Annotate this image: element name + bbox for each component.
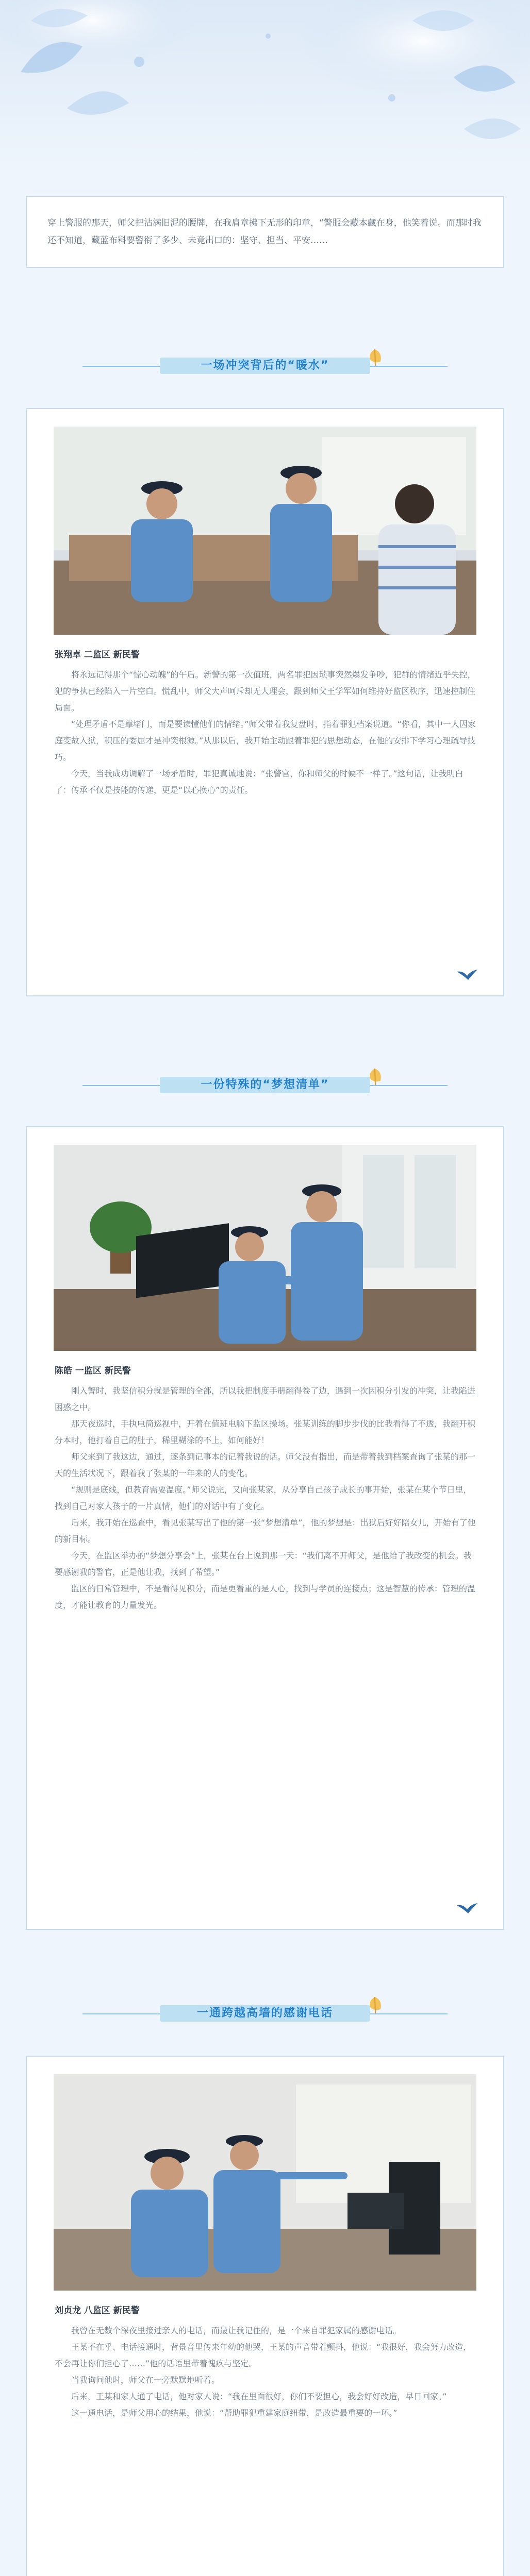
section-title-text: 一份特殊的“梦想清单”	[201, 1078, 329, 1091]
paragraph: 我曾在无数个深夜里接过亲人的电话，而最让我记住的，是一个来自罪犯家属的感谢电话。	[71, 2326, 402, 2335]
photo-computer-scene	[54, 1145, 476, 1351]
photo-computer-room-scene	[54, 2074, 476, 2291]
paragraph: 王某不在乎、电话接通时，背景音里传来年幼的他哭，王某的声音带着颤抖，他说：“我很好，我会努力改造，不会再让你们担心了……”他的话语里带着愧疚与坚定。	[55, 2342, 472, 2368]
section-title-2	[0, 1070, 530, 1100]
paragraph: 当我询问他时，师父在一旁默默地听着。	[71, 2375, 220, 2385]
section-title-1	[0, 350, 530, 381]
section-card-3	[26, 2056, 504, 2576]
section-title-text: 一通跨越高墙的感谢电话	[196, 2007, 333, 2020]
paragraph: 师父来到了我这边，通过，逐条到记事本的记着我说的话。师父没有指出，而是带着我到档案查询了张某的那一天的生活状况下，跟着我了张某的一年来的人的变化。	[55, 1452, 476, 1478]
intro-box	[26, 196, 504, 268]
leaf-icon	[365, 347, 385, 368]
paragraph: 后来，王某和家人通了电话，他对家人说：“我在里面很好，你们不要担心，我会好好改造，早日回家。”	[71, 2392, 447, 2401]
paragraph: 将永远记得那个“惊心动魄”的午后。新警的第一次值班，两名罪犯因琐事突然爆发争吵，犯群的情绪近乎失控，犯的争执已经陷入一片空白。慌乱中，师父大声呵斥却无人理会，跟到师父王学军如何维持好监区秩序，迅速控制住局面。	[55, 670, 476, 713]
paragraph: 这一通电话，是师父用心的结果，他说：“帮助罪犯重建家庭纽带，是改造最重要的一环。”	[71, 2408, 397, 2418]
header-banner	[0, 0, 530, 170]
section-author-1: 张翔卓 二监区 新民警	[55, 650, 140, 660]
bird-icon	[456, 1902, 478, 1916]
section-author-2: 陈皓 一监区 新民警	[55, 1366, 131, 1376]
paragraph: 今天，当我成功调解了一场矛盾时，罪犯真诚地说：“张警官，你和师父的时候不一样了。”这句话，让我明白了：传承不仅是技能的传递，更是“以心换心”的责任。	[55, 769, 463, 795]
section-author-3: 刘贞龙 八监区 新民警	[55, 2306, 140, 2316]
section-photo-1	[54, 427, 476, 635]
paragraph: 刚入警时，我坚信积分就是管理的全部，所以我把制度手册翻得卷了边，遇到一次因积分引发的冲突，让我陷进困惑之中。	[55, 1386, 476, 1412]
section-title-text: 一场冲突背后的“暖水”	[201, 359, 329, 372]
intro-paragraph: 穿上警服的那天，师父把沾满旧泥的腰牌，在我肩章拂下无形的印章，“警服会藏本藏在身，他笑着说。而那时我还不知道，藏蓝布料要警衔了多少、未竟出口的：坚守、担当、平安……	[47, 218, 482, 246]
paragraph: “处理矛盾不是靠堵门，而是要读懂他们的情绪。”师父带着我复盘时，指着罪犯档案说道。“你看，其中一人因家庭变故入狱，积压的委屈才是冲突根源。”从那以后，我开始主动跟着罪犯的思想动态，在他的安排下学习心理疏导技巧。	[55, 719, 476, 762]
paragraph: 那天夜巡时，手执电筒巡视中，开着在值班电脑下监区操场。张某训练的脚步步伐的比我看得了不透，我翻开积分本时，他打着自己的肚子，稀里糊涂的不上，如何能好！	[55, 1419, 476, 1445]
section-photo-2	[54, 1145, 476, 1351]
section-body-1	[55, 667, 477, 799]
section-body-3	[55, 2323, 477, 2421]
paragraph: 监区的日常管理中，不是看得见积分，而是更看重的是人心，找到与学员的连接点；这是智慧的传承：管理的温度，才能让教育的力量发光。	[55, 1584, 476, 1610]
paragraph: “规则是底线，但教育需要温度。”师父说完，又向张某家，从分享自己孩子成长的事开始，张某在某个节日里，找到自己对家人孩子的一片真情，他们的对话中有了变化。	[55, 1485, 472, 1511]
paragraph: 今天，在监区举办的“梦想分享会”上，张某在台上说到那一天：“我们离不开师父，是他给了我改变的机会。我要感谢我的警官，正是他让我，找到了希望。”	[55, 1551, 472, 1577]
paragraph: 后来，我开始在巡查中，看见张某写出了他的第一张“梦想清单”，他的梦想是：出狱后好好陪女儿，开始有了他的新目标。	[55, 1518, 476, 1544]
section-card-1	[26, 408, 504, 996]
section-title-3	[0, 1998, 530, 2029]
bird-icon	[456, 969, 478, 982]
section-card-2	[26, 1126, 504, 1930]
section-body-2	[55, 1383, 477, 1614]
leaf-icon	[365, 1066, 385, 1087]
decorative-leaves-graphic	[0, 0, 530, 170]
section-photo-3	[54, 2074, 476, 2291]
photo-office-scene	[54, 427, 476, 635]
leaf-icon	[365, 1995, 385, 2015]
